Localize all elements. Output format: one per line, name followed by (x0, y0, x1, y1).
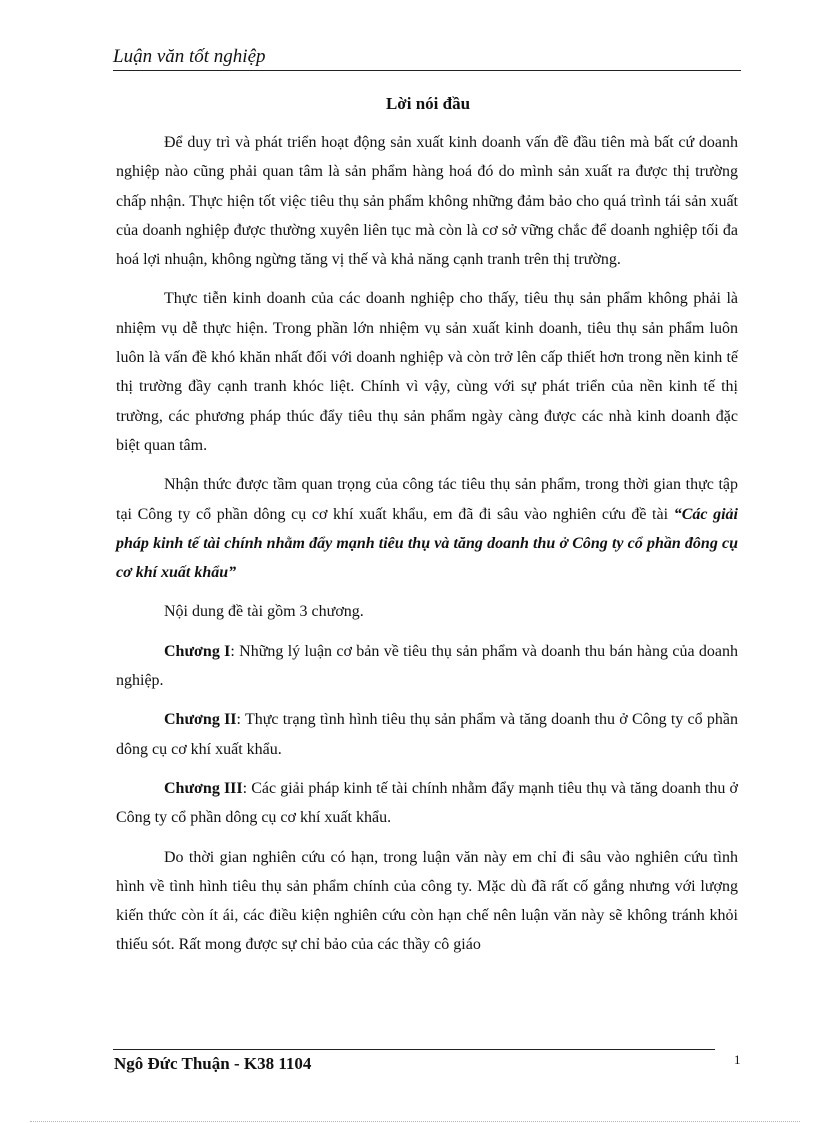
chapter-3-label: Chương III (164, 779, 243, 797)
paragraph-contents: Nội dung đề tài gồm 3 chương. (164, 603, 364, 621)
chapter-1-label: Chương I (164, 642, 231, 660)
document-body (116, 128, 738, 970)
chapter-2-label: Chương II (164, 711, 237, 729)
topic-title: “Các giải pháp kinh tế tài chính nhằm đẩy mạnh tiêu thụ và tăng doanh thu ở Công ty cổ phần đông cụ cơ khí xuất khẩu” (116, 505, 738, 582)
chapter-2 (116, 705, 738, 764)
paragraph-topic (116, 470, 738, 587)
chapter-3-text: : Các giải pháp kinh tế tài chính nhằm đẩy mạnh tiêu thụ và tăng doanh thu ở Công ty cổ phần dông cụ cơ khí xuất khẩu. (116, 779, 738, 827)
chapter-3 (116, 774, 738, 833)
paragraph-intro: Để duy trì và phát triển hoạt động sản xuất kinh doanh vấn đề đầu tiên mà bất cứ doanh nghiệp nào cũng phải quan tâm là sản phẩm hàng hoá đó do mình sản xuất ra được thị trường chấp nhận. Thực hiện tốt việc tiêu thụ sản phẩm không những đảm bảo cho quá trình tái sản xuất của doanh nghiệp được thường xuyên liên tục mà còn là cơ sở vững chắc để doanh nghiệp tối đa hoá lợi nhuận, không ngừng tăng vị thế và khả năng cạnh tranh trên thị trường. (116, 134, 738, 269)
header-title: Luận văn tốt nghiệp (113, 46, 266, 67)
chapter-1-text: : Những lý luận cơ bản về tiêu thụ sản phẩm và doanh thu bán hàng của doanh nghiệp. (116, 642, 738, 690)
page-number: 1 (734, 1052, 741, 1067)
page-title: Lời nói đầu (385, 94, 471, 113)
chapter-1 (116, 637, 738, 696)
paragraph-practice: Thực tiễn kinh doanh của các doanh nghiệp cho thấy, tiêu thụ sản phẩm không phải là nhiệm vụ dễ thực hiện. Trong phần lớn nhiệm vụ sản xuất kinh doanh, tiêu thụ sản phẩm luôn luôn là vấn đề khó khăn nhất đối với doanh nghiệp và còn trở lên cấp thiết hơn trong nền kinh tế thị trường đầy cạnh tranh khóc liệt. Chính vì vậy, cùng với sự phát triển của nền kinh tế thị trường, các phương pháp thúc đẩy tiêu thụ sản phẩm ngày càng được các nhà kinh doanh đặc biệt quan tâm. (116, 290, 738, 454)
paragraph-closing: Do thời gian nghiên cứu có hạn, trong luận văn này em chỉ đi sâu vào nghiên cứu tình hình về tình hình tiêu thụ sản phẩm chính của công ty. Mặc dù đã rất cố gắng nhưng với lượng kiến thức còn ít ái, các điều kiện nghiên cứu còn hạn chế nên luận văn này sẽ không tránh khỏi thiếu sót. Rất mong được sự chỉ bảo của các thầy cô giáo (116, 848, 738, 954)
topic-lead: Nhận thức được tầm quan trọng của công tác tiêu thụ sản phẩm, trong thời gian thực tập tại Công ty cổ phần dông cụ cơ khí xuất khẩu, em đã đi sâu vào nghiên cứu đề tài (116, 476, 738, 523)
chapter-2-text: : Thực trạng tình hình tiêu thụ sản phẩm và tăng doanh thu ở Công ty cổ phần dông cụ cơ khí xuất khẩu. (116, 711, 739, 758)
footer-divider (113, 1049, 715, 1050)
footer-author: Ngô Đức Thuận - K38 1104 (114, 1054, 312, 1073)
page-header (113, 46, 741, 71)
page-edge-divider (30, 1121, 800, 1122)
